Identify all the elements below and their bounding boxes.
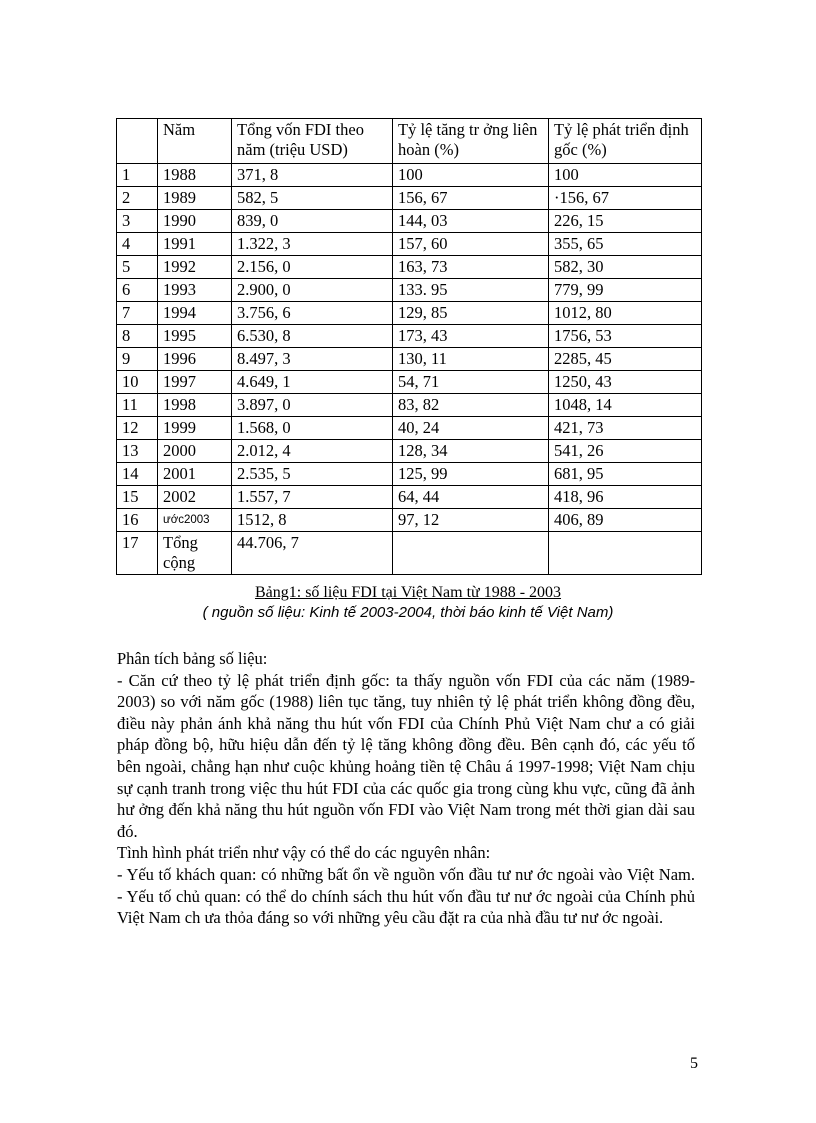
row-total-fdi: 582, 5 [232,187,393,210]
analysis-heading: Phân tích bảng số liệu: [117,649,268,668]
analysis-paragraph-1: - Căn cứ theo tỷ lệ phát triển định gốc: ta thấy nguồn vốn FDI của các năm (1989-2003) so với năm gốc (1988) liên tục tăng, tuy nhiên tỷ lệ phát triển không đồng đều, điều này phản ánh khả năng thu hút vốn FDI của Chính Phủ Việt Nam chư a có giải pháp đồng bộ, hữu hiệu dẫn đến tỷ lệ tăng không đồng đều. Bên cạnh đó, các yếu tố bên ngoài, chẳng hạn như cuộc khủng hoảng tiền tệ Châu á 1997-1998; Việt Nam chịu sự cạnh tranh trong việc thu hút FDI của các quốc gia trong cùng khu vực, cũng đã ảnh hư ởng đến khả năng thu hút nguồn vốn FDI vào Việt Nam trong mét thời gian dài sau đó. [117,670,695,841]
row-index: 1 [117,164,158,187]
row-base-growth: 355, 65 [549,233,702,256]
table-row [117,187,702,210]
row-year: 1996 [158,348,232,371]
row-index: 16 [117,509,158,532]
row-total-fdi: 1.322, 3 [232,233,393,256]
table-row [117,325,702,348]
row-total-fdi: 6.530, 8 [232,325,393,348]
row-index: 3 [117,210,158,233]
row-base-growth: 779, 99 [549,279,702,302]
row-base-growth: 418, 96 [549,486,702,509]
total-row-chain-growth [393,532,549,575]
row-index: 13 [117,440,158,463]
row-total-fdi: 1512, 8 [232,509,393,532]
row-total-fdi: 4.649, 1 [232,371,393,394]
row-total-fdi: 2.012, 4 [232,440,393,463]
row-chain-growth: 130, 11 [393,348,549,371]
row-year: 1998 [158,394,232,417]
header-index [117,119,158,164]
row-index: 9 [117,348,158,371]
table-row [117,233,702,256]
row-base-growth: 541, 26 [549,440,702,463]
row-base-growth: 582, 30 [549,256,702,279]
row-index: 2 [117,187,158,210]
row-total-fdi: 1.568, 0 [232,417,393,440]
table-caption: Bảng1: số liệu FDI tại Việt Nam từ 1988 - 2003 [254,584,562,601]
total-row-year: Tổng cộng [158,532,232,575]
table-source: ( nguồn số liệu: Kinh tế 2003-2004, thời báo kinh tế Việt Nam) [202,604,614,621]
header-base-growth: Tỷ lệ phát triển định gốc (%) [549,119,702,164]
row-index: 12 [117,417,158,440]
row-chain-growth: 163, 73 [393,256,549,279]
row-year: 2002 [158,486,232,509]
table-row [117,417,702,440]
total-row-base-growth [549,532,702,575]
row-base-growth: 1756, 53 [549,325,702,348]
row-chain-growth: 133. 95 [393,279,549,302]
table-row [117,210,702,233]
row-base-growth: 2285, 45 [549,348,702,371]
row-chain-growth: 100 [393,164,549,187]
row-year: 1992 [158,256,232,279]
row-chain-growth: 97, 12 [393,509,549,532]
row-chain-growth: 156, 67 [393,187,549,210]
analysis-paragraph-2: Tình hình phát triển như vậy có thể do các nguyên nhân: [117,843,491,863]
table-row [117,302,702,325]
row-chain-growth: 54, 71 [393,371,549,394]
row-base-growth: 226, 15 [549,210,702,233]
row-year: 1990 [158,210,232,233]
row-chain-growth: 157, 60 [393,233,549,256]
row-chain-growth: 40, 24 [393,417,549,440]
row-chain-growth: 64, 44 [393,486,549,509]
table-row [117,279,702,302]
subjective-factor: - Yếu tố chủ quan: có thể do chính sách thu hút vốn đầu tư nư ớc ngoài của Chính phủ Việt Nam ch ưa thỏa đáng so với những yêu cầu đặt ra của nhà đầu tư nư ớc ngoài. [117,886,695,928]
header-total-fdi: Tổng vốn FDI theo năm (triệu USD) [232,119,393,164]
row-year: 1988 [158,164,232,187]
table-row [117,256,702,279]
row-chain-growth: 173, 43 [393,325,549,348]
row-index: 15 [117,486,158,509]
row-chain-growth: 125, 99 [393,463,549,486]
row-index: 7 [117,302,158,325]
row-year: 1993 [158,279,232,302]
row-index: 4 [117,233,158,256]
row-base-growth: 100 [549,164,702,187]
table-total-row [117,532,702,575]
row-year: 1999 [158,417,232,440]
total-row-index: 17 [117,532,158,575]
row-index: 14 [117,463,158,486]
row-chain-growth: 83, 82 [393,394,549,417]
row-year: 2001 [158,463,232,486]
row-base-growth: 406, 89 [549,509,702,532]
row-base-growth: ·156, 67 [549,187,702,210]
row-total-fdi: 839, 0 [232,210,393,233]
table-row [117,440,702,463]
row-year: 1991 [158,233,232,256]
row-base-growth: 681, 95 [549,463,702,486]
row-year: 1989 [158,187,232,210]
row-index: 10 [117,371,158,394]
row-base-growth: 1250, 43 [549,371,702,394]
analysis-section [117,648,695,929]
table-row [117,486,702,509]
table-header-row [117,119,702,164]
row-total-fdi: 3.756, 6 [232,302,393,325]
row-total-fdi: 2.900, 0 [232,279,393,302]
table-row [117,509,702,532]
row-total-fdi: 2.535, 5 [232,463,393,486]
row-year: 1994 [158,302,232,325]
row-year: ước2003 [158,509,232,532]
objective-factor: - Yếu tố khách quan: có những bất ổn về nguồn vốn đầu tư nư ớc ngoài vào Việt Nam. [117,864,695,884]
row-chain-growth: 128, 34 [393,440,549,463]
table-row [117,394,702,417]
table-row [117,371,702,394]
row-total-fdi: 8.497, 3 [232,348,393,371]
table-row [117,164,702,187]
row-year: 1997 [158,371,232,394]
row-year: 1995 [158,325,232,348]
page-number: 5 [690,1055,698,1072]
header-year: Năm [158,119,232,164]
row-index: 8 [117,325,158,348]
row-total-fdi: 1.557, 7 [232,486,393,509]
header-chain-growth: Tỷ lệ tăng tr ởng liên hoàn (%) [393,119,549,164]
row-base-growth: 1012, 80 [549,302,702,325]
table-row [117,463,702,486]
row-total-fdi: 2.156, 0 [232,256,393,279]
row-index: 5 [117,256,158,279]
fdi-table [116,118,702,575]
row-chain-growth: 129, 85 [393,302,549,325]
row-total-fdi: 3.897, 0 [232,394,393,417]
table-row [117,348,702,371]
row-chain-growth: 144, 03 [393,210,549,233]
row-base-growth: 1048, 14 [549,394,702,417]
row-year: 2000 [158,440,232,463]
row-total-fdi: 371, 8 [232,164,393,187]
row-base-growth: 421, 73 [549,417,702,440]
row-index: 11 [117,394,158,417]
row-index: 6 [117,279,158,302]
total-row-total-fdi: 44.706, 7 [232,532,393,575]
